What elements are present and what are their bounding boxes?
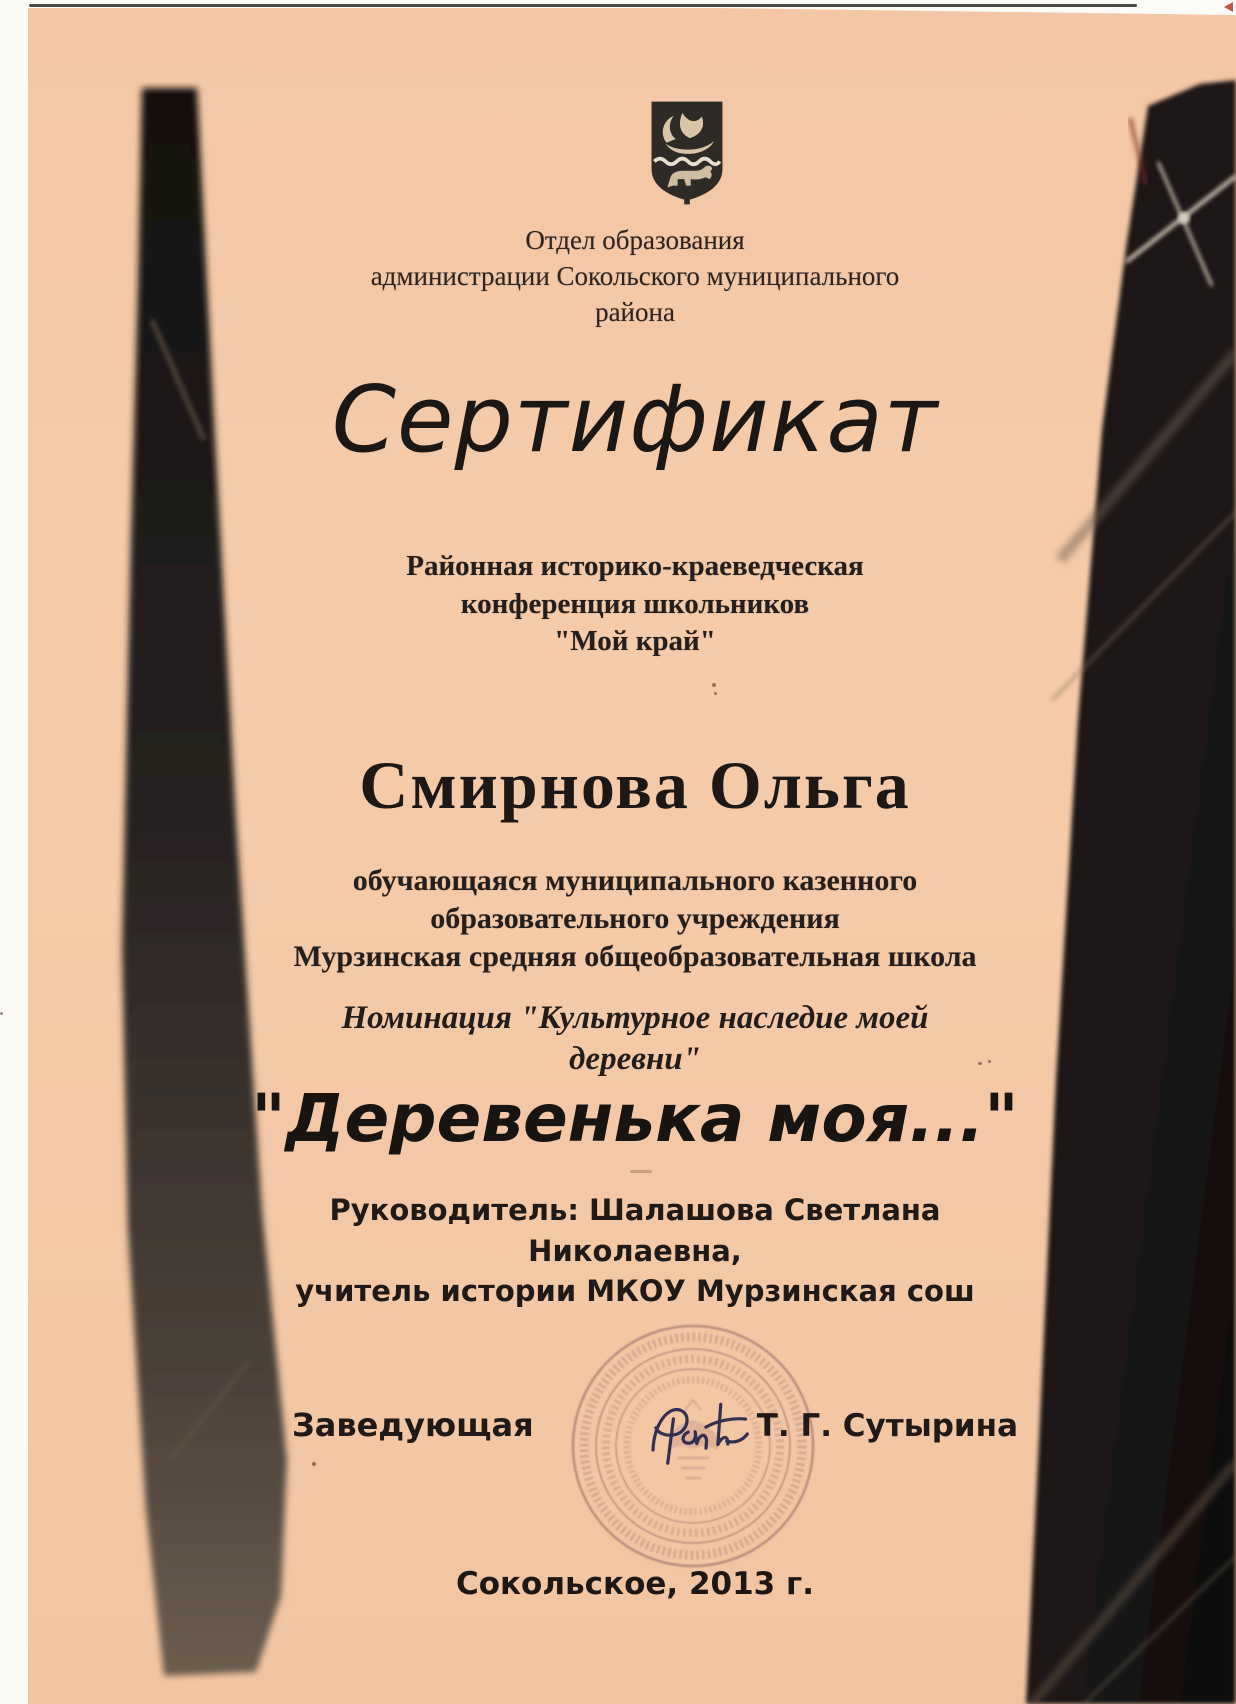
- recipient-name: Смирнова Ольга: [359, 747, 911, 823]
- event-line3: "Мой край": [554, 625, 716, 658]
- nomination-line1: Номинация "Культурное наследие моей: [341, 1000, 929, 1036]
- supervisor-block: [240, 1190, 1030, 1312]
- scan-speck: [978, 1062, 982, 1065]
- scan-speck: [712, 683, 716, 687]
- issuer-block: [240, 222, 1030, 331]
- scan-speck: [312, 1462, 316, 1466]
- handwritten-signature: [620, 1385, 759, 1474]
- coat-of-arms-emblem: [645, 95, 729, 211]
- issuer-line1: Отдел образования: [525, 225, 745, 255]
- supervisor-line2: учитель истории МКОУ Мурзинская сош: [295, 1274, 975, 1309]
- scan-top-edge-line: [29, 4, 1137, 7]
- scan-red-mark: [1224, 2, 1233, 12]
- scan-speck: [0, 1012, 3, 1015]
- footer-place-year: Сокольское, 2013 г.: [455, 1566, 815, 1602]
- scan-speck: [988, 1060, 991, 1063]
- scanner-left-margin: [0, 0, 28, 1704]
- nomination-line2: деревни": [569, 1041, 701, 1078]
- signer-name: Т. Г. Сутырина: [756, 1408, 1018, 1444]
- scan-speck: [714, 692, 717, 695]
- certificate-title: Сертификат: [331, 366, 939, 473]
- issuer-line2: администрации Сокольского муниципального: [370, 261, 900, 292]
- event-line1: Районная историко-краеведческая: [406, 550, 864, 582]
- event-line2: конференция школьников: [460, 587, 810, 620]
- scan-right-dark-region: [1026, 80, 1236, 1704]
- scan-dash-noise: [630, 1170, 652, 1173]
- work-title: "Деревенька моя...": [251, 1080, 1019, 1157]
- position-label: Заведующая: [292, 1406, 534, 1444]
- issuer-line3: района: [595, 297, 675, 328]
- recipient-description: [240, 862, 1030, 976]
- nomination-block: [240, 998, 1030, 1081]
- description-line2: образовательного учреждения: [430, 902, 840, 936]
- description-line1: обучающаяся муниципального казенного: [352, 864, 918, 897]
- event-block: [240, 548, 1030, 661]
- description-line3: Мурзинская средняя общеобразовательная школа: [293, 940, 977, 974]
- supervisor-line1: Руководитель: Шалашова Светлана Николаевна,: [329, 1193, 941, 1268]
